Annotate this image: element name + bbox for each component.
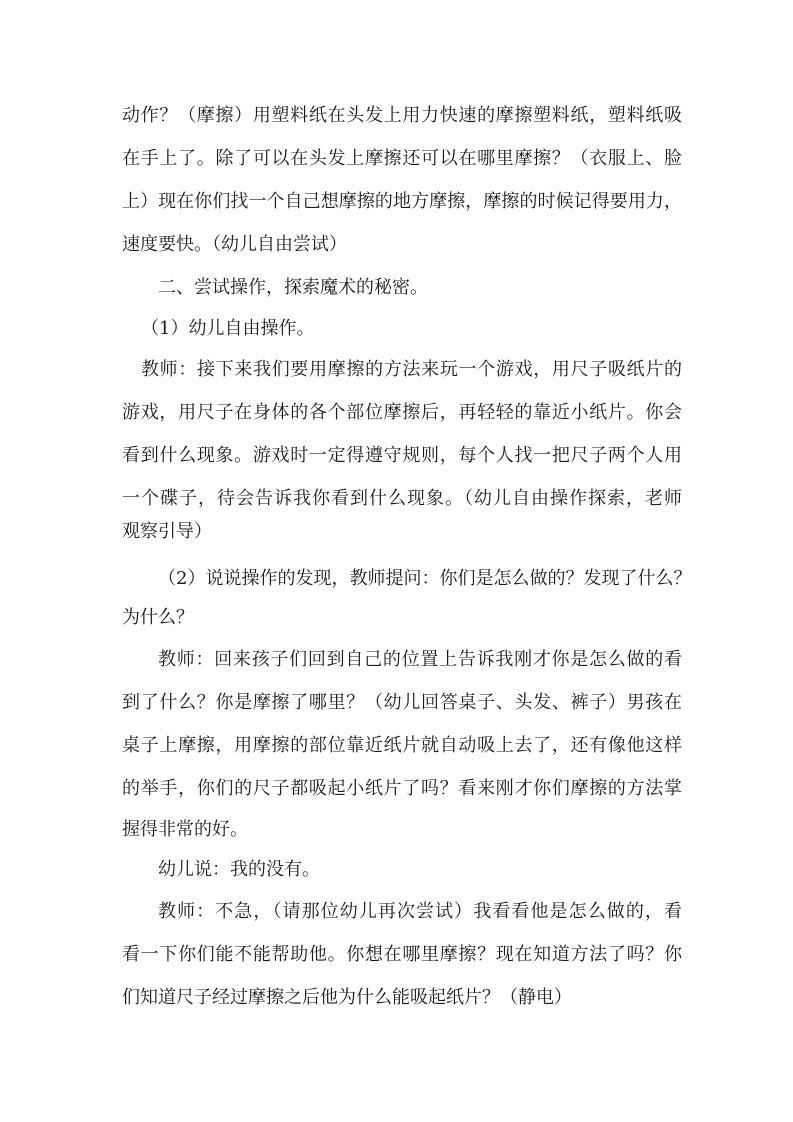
text-line: 握得非常的好。 — [122, 819, 248, 840]
text-line: 教师：回来孩子们回到自己的位置上告诉我刚才你是怎么做的看 — [158, 649, 682, 670]
section-heading: 二、尝试操作，探索魔术的秘密。 — [158, 277, 428, 298]
text-line: 一个碟子，待会告诉我你看到什么现象。（幼儿自由操作探索，老师 — [122, 488, 682, 509]
text-line: 动作？（摩擦）用塑料纸在头发上用力快速的摩擦塑料纸，塑料纸吸 — [122, 105, 682, 126]
subsection-heading: （1）幼儿自由操作。 — [141, 318, 315, 339]
text-line: 的举手，你们的尺子都吸起小纸片了吗？看来刚才你们摩擦的方法掌 — [122, 778, 682, 799]
text-line: （2）说说操作的发现，教师提问：你们是怎么做的？发现了什么？ — [158, 568, 692, 589]
text-line: 桌子上摩擦，用摩擦的部位靠近纸片就自动吸上去了，还有像他这样 — [122, 735, 682, 756]
text-line: 看到什么现象。游戏时一定得遵守规则，每个人找一把尺子两个人用 — [122, 445, 682, 466]
text-line: 幼儿说：我的没有。 — [158, 859, 320, 880]
text-line: 到了什么？你是摩擦了哪里？（幼儿回答桌子、头发、裤子）男孩在 — [122, 692, 682, 713]
text-line: 教师：不急，（请那位幼儿再次尝试）我看看他是怎么做的，看 — [158, 901, 682, 922]
text-line: 在手上了。除了可以在头发上摩擦还可以在哪里摩擦？（衣服上、脸 — [122, 148, 682, 169]
text-line: 为什么？ — [122, 607, 194, 628]
text-line: 速度要快。（幼儿自由尝试） — [122, 234, 347, 255]
text-line: 观察引导） — [122, 521, 212, 542]
text-line: 教师：接下来我们要用摩擦的方法来玩一个游戏，用尺子吸纸片的 — [141, 359, 682, 380]
text-line: 游戏，用尺子在身体的各个部位摩擦后，再轻轻的靠近小纸片。你会 — [122, 402, 682, 423]
text-line: 上）现在你们找一个自己想摩擦的地方摩擦，摩擦的时候记得要用力， — [122, 191, 682, 212]
text-line: 们知道尺子经过摩擦之后他为什么能吸起纸片？（静电） — [122, 987, 572, 1008]
text-line: 看一下你们能不能帮助他。你想在哪里摩擦？现在知道方法了吗？你 — [122, 944, 682, 965]
